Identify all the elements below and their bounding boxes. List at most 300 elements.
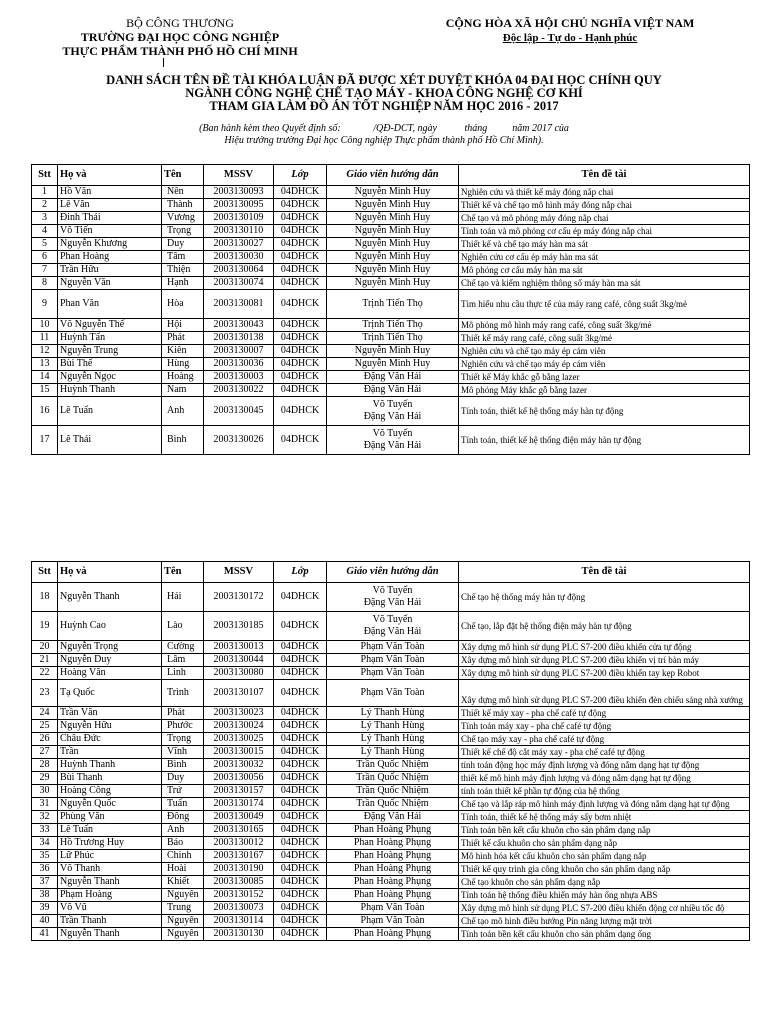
cell-de-tai: Xây dựng mô hình sử dụng PLC S7-200 điều khiển cửa tự động <box>459 641 750 654</box>
cell-ho: Trần Văn <box>58 707 162 720</box>
cell-de-tai: Tính toán hệ thống điều khiển máy hàn ống nhựa ABS <box>459 889 750 902</box>
cell-ho: Huỳnh Thanh <box>58 384 162 397</box>
cell-mssv: 2003130026 <box>204 426 274 455</box>
cell-de-tai: Xây dựng mô hình sử dụng PLC S7-200 điều khiển tay kẹp Robot <box>459 667 750 680</box>
cell-lop: 04DHCK <box>274 733 327 746</box>
cell-de-tai: Thiết kế máy rang café, công suất 3kg/mẻ <box>459 332 750 345</box>
cell-stt: 40 <box>32 915 58 928</box>
cell-ten: Đông <box>162 811 204 824</box>
cell-gv: Trần Quốc Nhiệm <box>327 785 459 798</box>
cell-de-tai: Tìm hiểu nhu cầu thực tế của máy rang café, công suất 3kg/mẻ <box>459 290 750 319</box>
cell-stt: 22 <box>32 667 58 680</box>
cell-gv: Phạm Văn Toàn <box>327 654 459 667</box>
cell-stt: 18 <box>32 583 58 612</box>
cell-gv: Đặng Văn Hải <box>327 371 459 384</box>
cell-stt: 25 <box>32 720 58 733</box>
cell-de-tai: Xây dựng mô hình sử dụng PLC S7-200 điều khiển động cơ nhiều tốc độ <box>459 902 750 915</box>
col-ho: Họ và <box>58 165 162 186</box>
cell-ho: Lê Tuấn <box>58 824 162 837</box>
cell-ten: Anh <box>162 397 204 426</box>
cell-ho: Nguyễn Văn <box>58 277 162 290</box>
cell-gv: Phan Hoàng Phụng <box>327 837 459 850</box>
table-row <box>32 583 750 612</box>
advisor-2: Đặng Văn Hải <box>363 597 422 608</box>
table-row <box>32 915 750 928</box>
cell-stt: 38 <box>32 889 58 902</box>
col-stt: Stt <box>32 562 58 583</box>
cell-lop: 04DHCK <box>274 837 327 850</box>
cell-de-tai: Chế tạo, lắp đặt hệ thống điện máy hàn tự động <box>459 612 750 641</box>
cell-lop: 04DHCK <box>274 277 327 290</box>
cell-stt: 6 <box>32 251 58 264</box>
decree-line2: Hiệu trưởng trường Đại học Công nghiệp Thực phẩm thành phố Hồ Chí Minh). <box>224 135 544 146</box>
cell-stt: 19 <box>32 612 58 641</box>
cell-mssv: 2003130095 <box>204 199 274 212</box>
cell-lop: 04DHCK <box>274 772 327 785</box>
cell-de-tai: Mô phỏng mô hình máy rang café, công suất 3kg/mẻ <box>459 319 750 332</box>
cell-de-tai: Tính toán, thiết kế hệ thống máy hàn tự động <box>459 397 750 426</box>
cell-ten: Tuấn <box>162 798 204 811</box>
cell-mssv: 2003130045 <box>204 397 274 426</box>
table-row <box>32 358 750 371</box>
cell-lop: 04DHCK <box>274 290 327 319</box>
cell-stt: 14 <box>32 371 58 384</box>
cell-ho: Phạm Hoàng <box>58 889 162 902</box>
cell-ho: Võ Thanh <box>58 863 162 876</box>
cell-ho: Châu Đức <box>58 733 162 746</box>
table-row <box>32 345 750 358</box>
cell-ten: Chinh <box>162 850 204 863</box>
cell-ten: Linh <box>162 667 204 680</box>
table-row <box>32 290 750 319</box>
cell-de-tai: Chế tạo và lắp ráp mô hình máy định lượng và đóng nắm dạng hạt tự động <box>459 798 750 811</box>
cell-ho: Hoàng Công <box>58 785 162 798</box>
cell-ten: Trọng <box>162 225 204 238</box>
cell-gv: Phạm Văn Toàn <box>327 641 459 654</box>
cell-de-tai: Tính toán, thiết kế hệ thống máy sấy bơm nhiệt <box>459 811 750 824</box>
advisor-1: Võ Tuyến <box>372 399 413 410</box>
col-ten: Tên <box>162 165 204 186</box>
cell-gv: Lý Thanh Hùng <box>327 746 459 759</box>
cell-stt: 23 <box>32 680 58 707</box>
cell-gv: Phan Hoàng Phụng <box>327 850 459 863</box>
col-lop: Lớp <box>274 165 327 186</box>
cell-gv: Nguyễn Minh Huy <box>327 264 459 277</box>
cell-lop: 04DHCK <box>274 199 327 212</box>
advisor-1: Võ Tuyến <box>372 614 413 625</box>
cell-de-tai: Nghiên cứu cơ cấu ép máy hàn ma sát <box>459 251 750 264</box>
cell-ten: Vương <box>162 212 204 225</box>
table-row <box>32 837 750 850</box>
cell-gv: Phan Hoàng Phụng <box>327 863 459 876</box>
cell-mssv: 2003130044 <box>204 654 274 667</box>
document-title <box>40 74 728 113</box>
cell-ho: Trần Hữu <box>58 264 162 277</box>
title-line3: THAM GIA LÀM ĐỒ ÁN TỐT NGHIỆP NĂM HỌC 2016 - 2017 <box>209 99 559 113</box>
decree-note <box>60 123 708 147</box>
cell-gv <box>327 426 459 455</box>
cell-de-tai: Chế tạo hệ thống máy hàn tự động <box>459 583 750 612</box>
cell-ten: Trứ <box>162 785 204 798</box>
cell-de-tai: tính toán thiết kế phần tự động của hệ thống <box>459 785 750 798</box>
cell-lop: 04DHCK <box>274 251 327 264</box>
cell-gv: Phạm Văn Toàn <box>327 915 459 928</box>
cell-lop: 04DHCK <box>274 332 327 345</box>
cell-gv: Nguyễn Minh Huy <box>327 277 459 290</box>
cell-gv: Nguyễn Minh Huy <box>327 199 459 212</box>
cell-lop: 04DHCK <box>274 798 327 811</box>
cell-gv: Nguyễn Minh Huy <box>327 212 459 225</box>
cell-gv: Trần Quốc Nhiệm <box>327 798 459 811</box>
header-divider <box>163 58 164 67</box>
cell-ho: Lê Tuấn <box>58 397 162 426</box>
col-mssv: MSSV <box>204 165 274 186</box>
table-row <box>32 824 750 837</box>
country-name: CỘNG HÒA XÃ HỘI CHỦ NGHĨA VIỆT NAM <box>445 16 695 30</box>
cell-ho: Lê Văn <box>58 199 162 212</box>
cell-mssv: 2003130007 <box>204 345 274 358</box>
cell-mssv: 2003130003 <box>204 371 274 384</box>
cell-ho: Bùi Thanh <box>58 772 162 785</box>
cell-mssv: 2003130032 <box>204 759 274 772</box>
cell-lop: 04DHCK <box>274 928 327 941</box>
cell-ho: Nguyễn Duy <box>58 654 162 667</box>
cell-ho: Hoàng Văn <box>58 667 162 680</box>
cell-ho: Võ Vũ <box>58 902 162 915</box>
table-row <box>32 850 750 863</box>
cell-mssv: 2003130081 <box>204 290 274 319</box>
cell-ten: Tâm <box>162 251 204 264</box>
cell-gv: Trịnh Tiến Thọ <box>327 332 459 345</box>
cell-gv: Trần Quốc Nhiệm <box>327 772 459 785</box>
cell-ten: Nguyên <box>162 889 204 902</box>
cell-de-tai: Nghiên cứu và thiết kế máy đóng nắp chai <box>459 186 750 199</box>
cell-stt: 8 <box>32 277 58 290</box>
cell-stt: 30 <box>32 785 58 798</box>
cell-mssv: 2003130093 <box>204 186 274 199</box>
cell-stt: 24 <box>32 707 58 720</box>
cell-stt: 21 <box>32 654 58 667</box>
col-ten: Tên <box>162 562 204 583</box>
cell-mssv: 2003130130 <box>204 928 274 941</box>
cell-stt: 27 <box>32 746 58 759</box>
col-de-tai: Tên đề tài <box>459 165 750 186</box>
cell-mssv: 2003130110 <box>204 225 274 238</box>
cell-mssv: 2003130012 <box>204 837 274 850</box>
cell-ten: Hoàng <box>162 371 204 384</box>
cell-ho: Trần <box>58 746 162 759</box>
cell-stt: 1 <box>32 186 58 199</box>
cell-ten: Bình <box>162 426 204 455</box>
table-row <box>32 199 750 212</box>
table-row <box>32 863 750 876</box>
thesis-table-1 <box>31 164 750 455</box>
table-row <box>32 397 750 426</box>
cell-ho: Phùng Văn <box>58 811 162 824</box>
table-row <box>32 186 750 199</box>
cell-gv: Đặng Văn Hải <box>327 811 459 824</box>
cell-lop: 04DHCK <box>274 345 327 358</box>
cell-stt: 13 <box>32 358 58 371</box>
cell-ten: Hải <box>162 583 204 612</box>
title-line2: NGÀNH CÔNG NGHỆ CHẾ TẠO MÁY - KHOA CÔNG NGHỆ CƠ KHÍ <box>185 86 583 100</box>
cell-mssv: 2003130167 <box>204 850 274 863</box>
table-row <box>32 641 750 654</box>
cell-ten: Phước <box>162 720 204 733</box>
cell-gv: Trịnh Tiến Thọ <box>327 290 459 319</box>
cell-mssv: 2003130107 <box>204 680 274 707</box>
cell-mssv: 2003130185 <box>204 612 274 641</box>
cell-mssv: 2003130080 <box>204 667 274 680</box>
cell-lop: 04DHCK <box>274 707 327 720</box>
cell-stt: 12 <box>32 345 58 358</box>
table-row <box>32 811 750 824</box>
cell-ho: Nguyễn Thanh <box>58 583 162 612</box>
cell-ten: Lâm <box>162 654 204 667</box>
cell-gv: Lý Thanh Hùng <box>327 707 459 720</box>
school-header <box>50 16 310 58</box>
cell-ten: Trình <box>162 680 204 707</box>
cell-lop: 04DHCK <box>274 384 327 397</box>
table-row <box>32 680 750 707</box>
cell-mssv: 2003130013 <box>204 641 274 654</box>
cell-de-tai: Tính toán máy xay - pha chế café tự động <box>459 720 750 733</box>
cell-mssv: 2003130024 <box>204 720 274 733</box>
cell-ten: Cường <box>162 641 204 654</box>
title-line1: DANH SÁCH TÊN ĐỀ TÀI KHÓA LUẬN ĐÃ ĐƯỢC XÉT DUYỆT KHÓA 04 ĐẠI HỌC CHÍNH QUY <box>106 73 662 87</box>
cell-mssv: 2003130023 <box>204 707 274 720</box>
cell-mssv: 2003130030 <box>204 251 274 264</box>
cell-lop: 04DHCK <box>274 654 327 667</box>
cell-ten: Hùng <box>162 358 204 371</box>
cell-lop: 04DHCK <box>274 824 327 837</box>
cell-lop: 04DHCK <box>274 746 327 759</box>
cell-ten: Duy <box>162 772 204 785</box>
table-row <box>32 746 750 759</box>
cell-mssv: 2003130085 <box>204 876 274 889</box>
cell-ten: Vĩnh <box>162 746 204 759</box>
table-row <box>32 876 750 889</box>
advisor-2: Đặng Văn Hải <box>363 411 422 422</box>
cell-de-tai: Thiết kế chế độ cắt máy xay - pha chế café tự động <box>459 746 750 759</box>
cell-gv: Lý Thanh Hùng <box>327 733 459 746</box>
school-name-line2: THỰC PHẨM THÀNH PHỐ HỒ CHÍ MINH <box>62 44 298 58</box>
cell-mssv: 2003130165 <box>204 824 274 837</box>
cell-ho: Phan Hoàng <box>58 251 162 264</box>
cell-lop: 04DHCK <box>274 612 327 641</box>
cell-lop: 04DHCK <box>274 641 327 654</box>
decree-line1: (Ban hành kèm theo Quyết định số: /QĐ-DCT, ngày tháng năm 2017 của <box>199 123 569 134</box>
table-row <box>32 733 750 746</box>
cell-stt: 20 <box>32 641 58 654</box>
table-row <box>32 707 750 720</box>
advisor-1: Võ Tuyến <box>372 428 413 439</box>
cell-mssv: 2003130073 <box>204 902 274 915</box>
table-row <box>32 251 750 264</box>
cell-stt: 36 <box>32 863 58 876</box>
col-mssv: MSSV <box>204 562 274 583</box>
cell-mssv: 2003130109 <box>204 212 274 225</box>
cell-stt: 4 <box>32 225 58 238</box>
table-row <box>32 225 750 238</box>
national-header <box>400 16 740 46</box>
thesis-table-2 <box>31 561 750 941</box>
cell-mssv: 2003130027 <box>204 238 274 251</box>
cell-stt: 10 <box>32 319 58 332</box>
table-row <box>32 212 750 225</box>
cell-ten: Hòa <box>162 290 204 319</box>
cell-de-tai: Nghiên cứu và chế tạo máy ép cám viên <box>459 358 750 371</box>
cell-ho: Võ Tiến <box>58 225 162 238</box>
cell-gv: Phạm Văn Toàn <box>327 902 459 915</box>
cell-de-tai: Thiết kế quy trình gia công khuôn cho sản phẩm dạng nắp <box>459 863 750 876</box>
cell-ten: Nguyên <box>162 928 204 941</box>
cell-mssv: 2003130138 <box>204 332 274 345</box>
cell-ten: Nguyên <box>162 915 204 928</box>
table-row <box>32 785 750 798</box>
cell-mssv: 2003130043 <box>204 319 274 332</box>
cell-mssv: 2003130049 <box>204 811 274 824</box>
cell-mssv: 2003130157 <box>204 785 274 798</box>
cell-ho: Nguyễn Hữu <box>58 720 162 733</box>
table-row <box>32 238 750 251</box>
cell-ten: Trung <box>162 902 204 915</box>
cell-lop: 04DHCK <box>274 426 327 455</box>
cell-stt: 5 <box>32 238 58 251</box>
cell-lop: 04DHCK <box>274 583 327 612</box>
cell-lop: 04DHCK <box>274 212 327 225</box>
cell-lop: 04DHCK <box>274 785 327 798</box>
ministry-name: BỘ CÔNG THƯƠNG <box>126 16 234 30</box>
cell-gv: Nguyễn Minh Huy <box>327 225 459 238</box>
cell-ho: Huỳnh Thanh <box>58 759 162 772</box>
cell-lop: 04DHCK <box>274 915 327 928</box>
cell-ho: Nguyễn Ngọc <box>58 371 162 384</box>
cell-ten: Anh <box>162 824 204 837</box>
col-stt: Stt <box>32 165 58 186</box>
cell-lop: 04DHCK <box>274 811 327 824</box>
cell-ten: Nam <box>162 384 204 397</box>
advisor-2: Đặng Văn Hải <box>363 626 422 637</box>
table-row <box>32 264 750 277</box>
cell-ho: Huỳnh Cao <box>58 612 162 641</box>
col-de-tai: Tên đề tài <box>459 562 750 583</box>
cell-gv: Phan Hoàng Phụng <box>327 824 459 837</box>
table-row <box>32 902 750 915</box>
table-header-row <box>32 165 750 186</box>
cell-de-tai: Chế tạo khuôn cho sản phẩm dạng nắp <box>459 876 750 889</box>
cell-de-tai: Mô phỏng Máy khắc gỗ bằng lazer <box>459 384 750 397</box>
cell-ten: Bảo <box>162 837 204 850</box>
cell-stt: 2 <box>32 199 58 212</box>
cell-ten: Thành <box>162 199 204 212</box>
cell-lop: 04DHCK <box>274 863 327 876</box>
table-row <box>32 720 750 733</box>
cell-mssv: 2003130114 <box>204 915 274 928</box>
cell-stt: 28 <box>32 759 58 772</box>
cell-gv: Nguyễn Minh Huy <box>327 358 459 371</box>
cell-de-tai: Xây dựng mô hình sử dụng PLC S7-200 điều khiển vị trí bàn máy <box>459 654 750 667</box>
cell-de-tai: Thiết kế và chế tạo máy hàn ma sát <box>459 238 750 251</box>
cell-ho: Huỳnh Tấn <box>58 332 162 345</box>
cell-ten: Lào <box>162 612 204 641</box>
cell-de-tai: Tính toán bền kết cấu khuôn cho sản phẩm dạng nắp <box>459 824 750 837</box>
table-header-row <box>32 562 750 583</box>
cell-de-tai: Chế tạo và mô phỏng máy đóng nắp chai <box>459 212 750 225</box>
cell-lop: 04DHCK <box>274 680 327 707</box>
table-row <box>32 612 750 641</box>
cell-de-tai: Mô phỏng cơ cấu máy hàn ma sát <box>459 264 750 277</box>
col-gv: Giáo viên hướng dẫn <box>327 562 459 583</box>
advisor-1: Võ Tuyến <box>372 585 413 596</box>
cell-de-tai: Thiết kế cấu khuôn cho sản phẩm dạng nắp <box>459 837 750 850</box>
cell-stt: 37 <box>32 876 58 889</box>
cell-de-tai: Mô hình hóa kết cấu khuôn cho sản phẩm dạng nắp <box>459 850 750 863</box>
cell-stt: 11 <box>32 332 58 345</box>
cell-mssv: 2003130056 <box>204 772 274 785</box>
cell-gv: Đặng Văn Hải <box>327 384 459 397</box>
cell-lop: 04DHCK <box>274 238 327 251</box>
cell-stt: 26 <box>32 733 58 746</box>
cell-de-tai: Tính toán bền kết cấu khuôn cho sản phẩm dạng ống <box>459 928 750 941</box>
cell-ho: Đinh Thái <box>58 212 162 225</box>
cell-de-tai: tính toán động học máy định lượng và đóng nắm dạng hạt tự động <box>459 759 750 772</box>
cell-mssv: 2003130022 <box>204 384 274 397</box>
cell-lop: 04DHCK <box>274 667 327 680</box>
col-gv: Giáo viên hướng dẫn <box>327 165 459 186</box>
cell-de-tai: Thiết kế và chế tạo mô hình máy đóng nắp chai <box>459 199 750 212</box>
cell-mssv: 2003130190 <box>204 863 274 876</box>
cell-ho: Bùi Thế <box>58 358 162 371</box>
cell-de-tai: Tính toán, thiết kế hệ thống điện máy hàn tự động <box>459 426 750 455</box>
cell-lop: 04DHCK <box>274 319 327 332</box>
cell-ten: Hoài <box>162 863 204 876</box>
table-row <box>32 798 750 811</box>
cell-ten: Trọng <box>162 733 204 746</box>
cell-gv: Phạm Văn Toàn <box>327 680 459 707</box>
cell-mssv: 2003130036 <box>204 358 274 371</box>
cell-stt: 29 <box>32 772 58 785</box>
cell-lop: 04DHCK <box>274 759 327 772</box>
cell-stt: 31 <box>32 798 58 811</box>
cell-ho: Tạ Quốc <box>58 680 162 707</box>
table-row <box>32 384 750 397</box>
cell-ho: Nguyễn Trung <box>58 345 162 358</box>
table-row <box>32 654 750 667</box>
cell-ten: Thiện <box>162 264 204 277</box>
cell-mssv: 2003130174 <box>204 798 274 811</box>
cell-gv: Nguyễn Minh Huy <box>327 345 459 358</box>
cell-ho: Nguyễn Quốc <box>58 798 162 811</box>
cell-gv <box>327 397 459 426</box>
cell-stt: 15 <box>32 384 58 397</box>
cell-de-tai: Tính toán và mô phỏng cơ cấu ép máy đóng nắp chai <box>459 225 750 238</box>
cell-de-tai: Chế tạo máy xay - pha chế café tự động <box>459 733 750 746</box>
cell-ho: Trần Thanh <box>58 915 162 928</box>
cell-ten: Khiết <box>162 876 204 889</box>
cell-gv <box>327 583 459 612</box>
cell-lop: 04DHCK <box>274 902 327 915</box>
cell-ho: Lê Thái <box>58 426 162 455</box>
cell-ten: Hạnh <box>162 277 204 290</box>
cell-ho: Nguyễn Trọng <box>58 641 162 654</box>
cell-ho: Lữ Phúc <box>58 850 162 863</box>
table-row <box>32 319 750 332</box>
table-row <box>32 277 750 290</box>
cell-gv: Trịnh Tiến Thọ <box>327 319 459 332</box>
cell-gv: Phan Hoàng Phụng <box>327 889 459 902</box>
cell-ten: Bình <box>162 759 204 772</box>
